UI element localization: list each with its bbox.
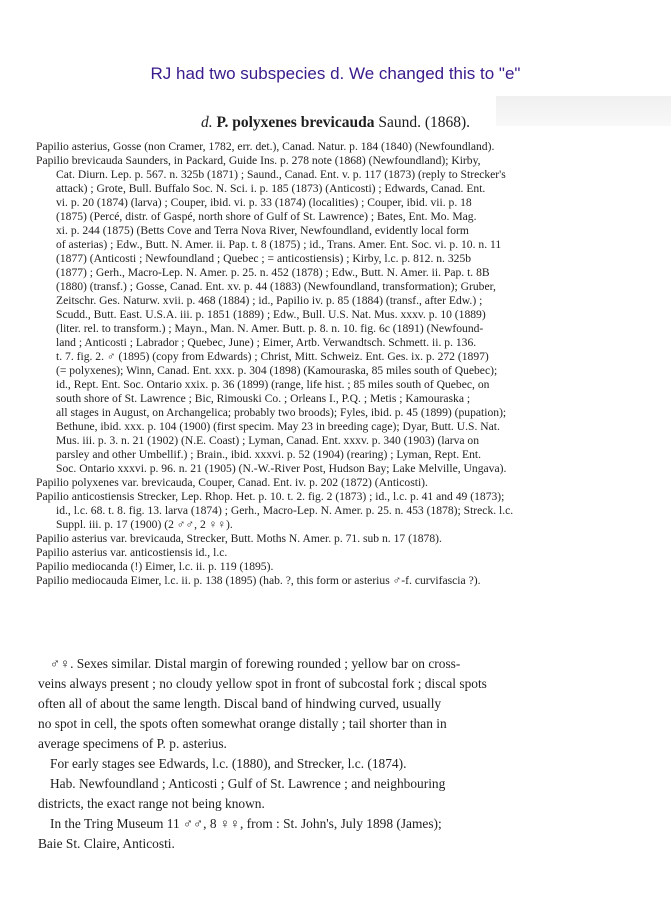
- subspecies-heading: [0, 114, 671, 132]
- subspecies-letter: d.: [200, 114, 213, 131]
- synonymy-entry: [36, 574, 650, 588]
- text-line: Baie St. Claire, Anticosti.: [38, 836, 175, 851]
- synonymy-entry: [36, 546, 650, 560]
- synonymy-entry: [36, 560, 650, 574]
- synonymy-line: Zeitschr. Ges. Naturw. xvii. p. 468 (1884) ; id., Papilio iv. p. 85 (1884) (transf., after Edw.) ;: [56, 294, 483, 307]
- synonymy-line: Papilio anticostiensis Strecker, Lep. Rhop. Het. p. 10. t. 2. fig. 2 (1873) ; id., l.c. p. 41 and 49 (1873);: [36, 490, 505, 503]
- synonymy-line: south shore of St. Lawrence ; Bic, Rimouski Co. ; Orleans I., P.Q. ; Metis ; Kamouraska ;: [56, 392, 471, 405]
- synonymy-line: Soc. Ontario xxxvi. p. 96. n. 21 (1905) (N.-W.-River Post, Hudson Bay; Lake Melville, Ungava).: [56, 462, 507, 475]
- synonymy-block: [36, 140, 650, 588]
- text-line: ♂♀. Sexes similar. Distal margin of forewing rounded ; yellow bar on cross-: [50, 656, 461, 671]
- synonymy-line: parsley and other Umbellif.) ; Brain., ibid. xxxvi. p. 52 (1904) (rearing) ; Lyman, Rept. Ent.: [56, 448, 482, 461]
- description-text: [38, 654, 650, 754]
- text-line: often all of about the same length. Discal band of hindwing curved, usually: [38, 696, 442, 711]
- synonymy-line: Papilio asterius var. brevicauda, Strecker, Butt. Moths N. Amer. p. 71. sub n. 17 (1878).: [36, 532, 442, 545]
- synonymy-line: Papilio mediocanda (!) Eimer, l.c. ii. p. 119 (1895).: [36, 560, 274, 573]
- synonymy-line: of asterias) ; Edw., Butt. N. Amer. ii. Pap. t. 8 (1875) ; id., Trans. Amer. Ent. Soc. vi. p. 10. n. 11: [56, 238, 502, 251]
- synonymy-entry: [36, 154, 650, 476]
- synonymy-line: (1877) (Anticosti ; Newfoundland ; Quebec ; = anticostiensis) ; Kirby, l.c. p. 812. n. 325b: [56, 252, 472, 265]
- synonymy-line: Papilio asterius, Gosse (non Cramer, 1782, err. det.), Canad. Natur. p. 184 (1840) (Newfoundland).: [36, 140, 495, 153]
- text-line: veins always present ; no cloudy yellow spot in front of subcostal fork ; discal spots: [38, 676, 487, 691]
- synonymy-line: Suppl. iii. p. 17 (1900) (2 ♂♂, 2 ♀♀).: [56, 518, 233, 531]
- synonymy-line: (= polyxenes); Winn, Canad. Ent. xxx. p. 304 (1898) (Kamouraska, 85 miles south of Quebec);: [56, 364, 498, 377]
- text-line: In the Tring Museum 11 ♂♂, 8 ♀♀, from : St. John's, July 1898 (James);: [50, 816, 442, 831]
- text-line: no spot in cell, the spots often somewhat orange distally ; tail shorter than in: [38, 716, 447, 731]
- synonymy-line: all stages in August, on Archangelica; probably two broods); Fyles, ibid. p. 45 (1899) (pupation);: [56, 406, 507, 419]
- synonymy-line: t. 7. fig. 2. ♂ (1895) (copy from Edwards) ; Christ, Mitt. Schweiz. Ent. Ges. ix. p. 272 (1897): [56, 350, 489, 363]
- synonymy-entry: [36, 140, 650, 154]
- synonymy-line: Papilio mediocauda Eimer, l.c. ii. p. 138 (1895) (hab. ?, this form or asterius ♂-f. curvifascia ?).: [36, 574, 481, 587]
- subspecies-name: P. polyxenes brevicauda: [216, 114, 375, 131]
- description-block: [38, 654, 650, 854]
- synonymy-line: Cat. Diurn. Lep. p. 567. n. 325b (1871) ; Saund., Canad. Ent. v. p. 117 (1873) (reply to Strecker's: [56, 168, 506, 181]
- synonymy-line: id., Rept. Ent. Soc. Ontario xxix. p. 36 (1899) (range, life hist. ; 85 miles south of Quebec, on: [56, 378, 490, 391]
- synonymy-line: (1875) (Percé, distr. of Gaspé, north shore of Gulf of St. Lawrence) ; Bates, Ent. Mo. Mag.: [56, 210, 477, 223]
- synonymy-line: Papilio asterius var. anticostiensis id., l.c.: [36, 546, 228, 559]
- synonymy-entry: [36, 490, 650, 532]
- subspecies-author: Saund. (1868).: [378, 114, 471, 131]
- text-line: Hab. Newfoundland ; Anticosti ; Gulf of St. Lawrence ; and neighbouring: [50, 776, 446, 791]
- synonymy-line: attack) ; Grote, Bull. Buffalo Soc. N. Sci. i. p. 185 (1873) (Anticosti) ; Edwards, Canad. Ent.: [56, 182, 486, 195]
- habitat-paragraph: [38, 774, 650, 814]
- synonymy-line: Papilio polyxenes var. brevicauda, Couper, Canad. Ent. iv. p. 202 (1872) (Anticosti).: [36, 476, 428, 489]
- synonymy-line: (liter. rel. to transform.) ; Mayn., Man. N. Amer. Butt. p. 8. n. 10. fig. 6c (1891) (Newfound-: [56, 322, 484, 335]
- synonymy-entry: [36, 476, 650, 490]
- synonymy-line: Mus. iii. p. 3. n. 21 (1902) (N.E. Coast) ; Lyman, Canad. Ent. xxxv. p. 340 (1903) (larva on: [56, 434, 480, 447]
- synonymy-line: vi. p. 20 (1874) (larva) ; Couper, ibid. vi. p. 33 (1874) (localities) ; Couper, ibid. vii. p. 18: [56, 196, 472, 209]
- synonymy-line: (1877) ; Gerh., Macro-Lep. N. Amer. p. 25. n. 452 (1878) ; Edw., Butt. N. Amer. ii. Pap. t. 8B: [56, 266, 490, 279]
- text-line: average specimens of P. p. asterius.: [38, 736, 227, 751]
- synonymy-line: Papilio brevicauda Saunders, in Packard, Guide Ins. p. 278 note (1868) (Newfoundland); Kirby,: [36, 154, 481, 167]
- editor-annotation: RJ had two subspecies d. We changed this to "e": [150, 64, 521, 83]
- synonymy-line: id., l.c. 68. t. 8. fig. 13. larva (1874) ; Gerh., Macro-Lep. N. Amer. p. 25. n. 453 (1878); Streck. l.c.: [56, 504, 514, 517]
- synonymy-line: Scudd., Butt. East. U.S.A. iii. p. 1851 (1889) ; Edw., Bull. U.S. Nat. Mus. xxxv. p. 10 (1889): [56, 308, 486, 321]
- synonymy-entry: [36, 532, 650, 546]
- synonymy-line: Bethune, ibid. xxx. p. 104 (1900) (first specim. May 23 in breeding cage); Dyar, Butt. U.S. Nat.: [56, 420, 500, 433]
- synonymy-line: land ; Anticosti ; Labrador ; Quebec, June) ; Eimer, Artb. Verwandtsch. Schmett. ii. p. 136.: [56, 336, 477, 349]
- synonymy-line: (1880) (transf.) ; Gosse, Canad. Ent. xv. p. 44 (1883) (Newfoundland, transformation); Gruber,: [56, 280, 496, 293]
- synonymy-line: xi. p. 244 (1875) (Betts Cove and Terra Nova River, Newfoundland, evidently local form: [56, 224, 469, 237]
- text-line: districts, the exact range not being known.: [38, 796, 265, 811]
- tring-museum-paragraph: [38, 814, 650, 854]
- early-stages-paragraph: For early stages see Edwards, l.c. (1880), and Strecker, l.c. (1874).: [50, 756, 407, 771]
